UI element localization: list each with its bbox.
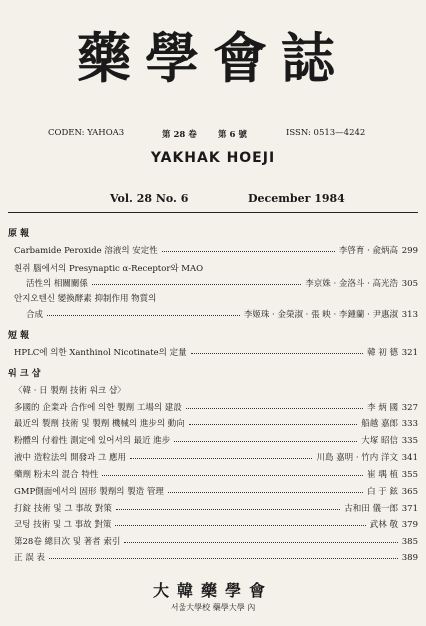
- entry-title: 正 誤 表: [14, 553, 45, 563]
- section-workshop: 워 크 샵: [8, 369, 41, 379]
- entry-page: 385: [401, 537, 418, 547]
- publisher: 大韓藥學會: [152, 581, 273, 600]
- coden: CODEN: YAHOA3: [48, 128, 125, 138]
- leader-dots: [168, 485, 363, 493]
- divider: [8, 212, 418, 213]
- leader-dots: [47, 308, 240, 316]
- entry-title: 液中 造粒法의 開發과 그 應用: [14, 453, 126, 463]
- number-korean: 第 6 號: [218, 130, 247, 140]
- toc-entry: [14, 384, 418, 398]
- toc-entry: [14, 551, 418, 565]
- entry-title: 活性의 相關關係: [26, 279, 88, 289]
- entry-author: 崔 堣 植: [367, 470, 398, 480]
- entry-page: 365: [401, 487, 418, 497]
- entry-author: 川島 嘉明 · 竹内 洋文: [316, 453, 398, 463]
- leader-dots: [174, 434, 357, 442]
- entry-title: 粉體의 付着性 測定에 있어서의 最近 進步: [14, 436, 171, 446]
- leader-dots: [124, 535, 398, 543]
- entry-page: 299: [401, 246, 418, 256]
- entry-title: 藥劑 粉末의 混合 特性: [14, 470, 99, 480]
- entry-title: Carbamide Peroxide 溶液의 安定性: [14, 246, 158, 256]
- leader-dots: [49, 551, 398, 559]
- toc-entry: [14, 502, 418, 516]
- entry-title: 〈韓 · 日 製劑 技術 워크 샵〉: [14, 386, 126, 396]
- entry-page: 379: [401, 520, 418, 530]
- entry-title: 打錠 技術 및 그 事故 對策: [14, 504, 112, 514]
- entry-page: 321: [401, 348, 418, 358]
- entry-page: 327: [401, 403, 418, 413]
- leader-dots: [189, 417, 357, 425]
- publisher-address: 서울大學校 藥學大學 內: [170, 603, 256, 612]
- entry-author: 李京姝 · 金洛斗 · 高光浩: [305, 279, 398, 289]
- entry-page: 305: [401, 279, 418, 289]
- entry-author: 白 于 鉉: [367, 487, 398, 497]
- issn: ISSN: 0513—4242: [286, 128, 366, 138]
- entry-page: 335: [401, 436, 418, 446]
- toc-entry: [14, 262, 418, 276]
- entry-title: GMP側面에서의 固形 製劑의 製造 管理: [14, 487, 164, 497]
- toc-entry: [14, 308, 418, 322]
- toc-entry: [14, 434, 418, 448]
- toc-entry: [14, 401, 418, 415]
- toc-entry: [14, 451, 418, 465]
- toc-entry: [14, 417, 418, 431]
- entry-page: 313: [401, 310, 418, 320]
- volume-number: Vol. 28 No. 6: [110, 192, 189, 205]
- entry-page: 371: [401, 504, 418, 514]
- toc-entry: [14, 346, 418, 360]
- toc-entry: [14, 485, 418, 499]
- leader-dots: [191, 346, 363, 354]
- masthead: 藥學會誌: [77, 26, 349, 90]
- leader-dots: [186, 401, 363, 409]
- toc-entry: [14, 244, 418, 258]
- leader-dots: [92, 277, 301, 285]
- journal-subtitle: YAKHAK HOEJI: [150, 150, 276, 166]
- entry-title: 合成: [26, 310, 44, 320]
- entry-page: 389: [401, 553, 418, 563]
- entry-author: 古和田 儀一郎: [344, 504, 398, 514]
- entry-title: 안지오텐신 變換酵素 抑制作用 物質의: [14, 294, 157, 304]
- leader-dots: [162, 244, 335, 252]
- section-original: 原 報: [8, 229, 30, 239]
- toc-entry: [14, 468, 418, 482]
- entry-title: 第28卷 總目次 및 著者 索引: [14, 537, 121, 547]
- section-short: 短 報: [8, 331, 30, 341]
- entry-author: 李姬珠 · 金榮淑 · 張 映 · 李鍾蘭 · 尹惠淑: [243, 310, 398, 320]
- toc-entry: [14, 535, 418, 549]
- toc-entry: [14, 292, 418, 306]
- entry-title: 코팅 技術 및 그 事故 對策: [14, 520, 112, 530]
- entry-title: HPLC에 의한 Xanthinol Nicotinate의 定量: [14, 348, 187, 358]
- leader-dots: [116, 502, 340, 510]
- entry-page: 333: [401, 419, 418, 429]
- entry-author: 大塚 昭信: [361, 436, 398, 446]
- volume-korean: 第 28 卷: [162, 130, 197, 140]
- entry-author: 船越 嘉郎: [361, 419, 398, 429]
- issue-date: December 1984: [248, 192, 345, 205]
- entry-page: 355: [401, 470, 418, 480]
- leader-dots: [102, 468, 363, 476]
- entry-title: 흰쥐 腦에서의 Presynaptic α-Receptor와 MAO: [14, 264, 204, 274]
- entry-author: 韓 初 德: [367, 348, 398, 358]
- entry-author: 李啓育 · 兪炳高: [338, 246, 398, 256]
- leader-dots: [115, 518, 366, 526]
- entry-title: 多國的 企業과 合作에 의한 製劑 工場의 建設: [14, 403, 182, 413]
- entry-title: 最近의 製劑 技術 및 製劑 機械의 進步의 動向: [14, 419, 185, 429]
- toc-entry: [14, 277, 418, 291]
- leader-dots: [130, 451, 312, 459]
- entry-author: 李 炳 國: [367, 403, 398, 413]
- toc-entry: [14, 518, 418, 532]
- entry-author: 武林 敬: [369, 520, 398, 530]
- entry-page: 341: [401, 453, 418, 463]
